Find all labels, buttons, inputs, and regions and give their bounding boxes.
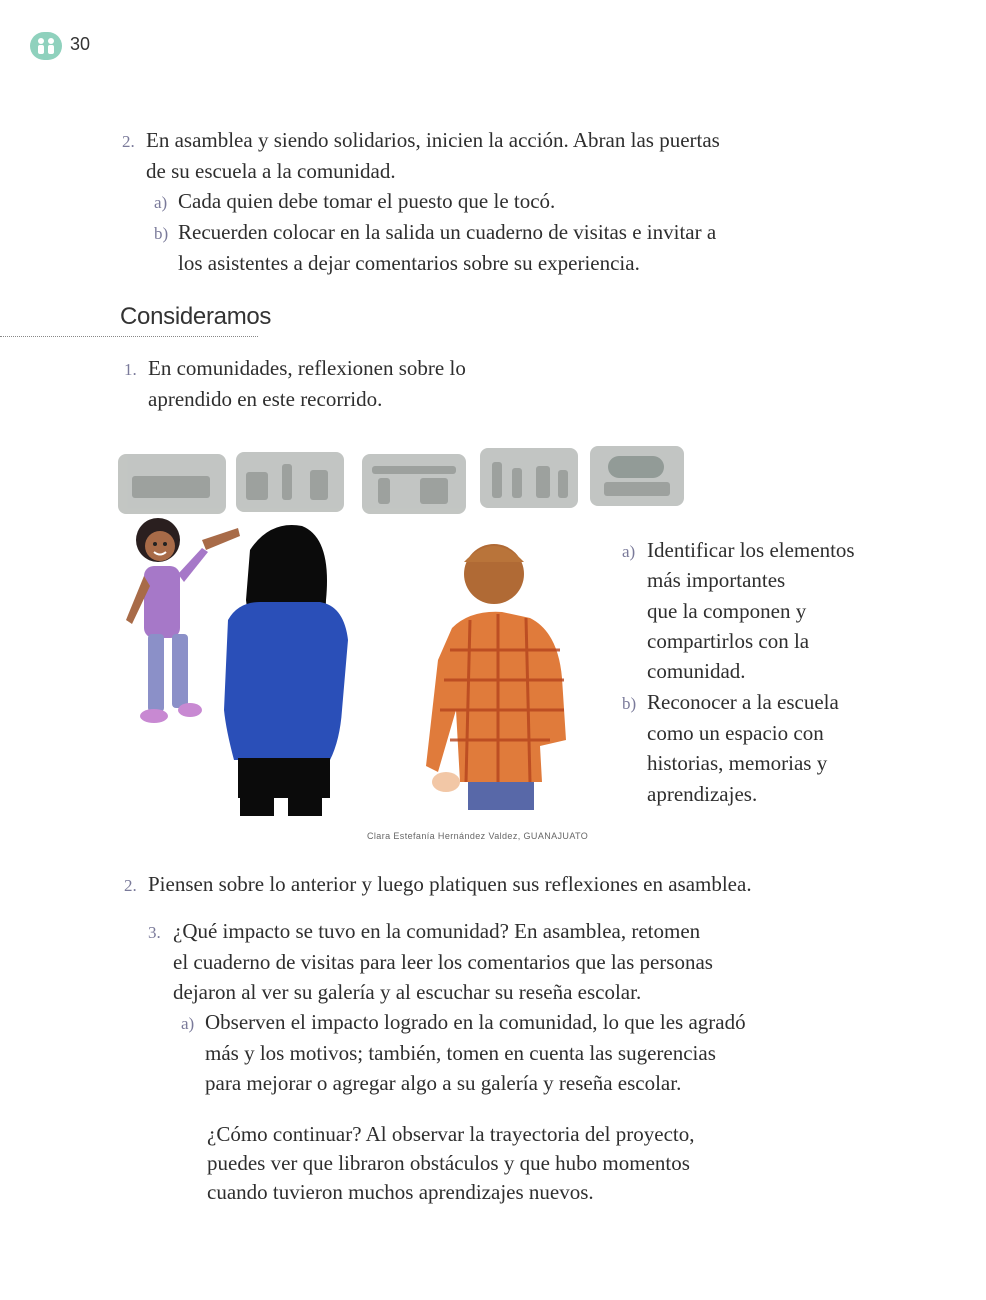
step-text-line: En asamblea y siendo solidarios, inicien la acción. Abran las puertas xyxy=(146,128,720,152)
list-item-text: historias, memorias y xyxy=(647,751,828,775)
item-text-line: el cuaderno de visitas para leer los comentarios que las personas xyxy=(173,950,713,974)
list-letter: a) xyxy=(154,193,168,212)
list-item-text: comunidad. xyxy=(647,659,746,683)
section-divider xyxy=(0,336,258,337)
section-heading: Consideramos xyxy=(120,303,272,330)
list-item-text: aprendizajes. xyxy=(647,782,758,806)
list-item-text: Cada quien debe tomar el puesto que le tocó. xyxy=(178,189,556,213)
item-number: 1. xyxy=(124,360,137,379)
list-item-text: los asistentes a dejar comentarios sobre su experiencia. xyxy=(178,251,640,275)
closing-text-line: ¿Cómo continuar? Al observar la trayectoria del proyecto, xyxy=(207,1122,695,1146)
list-item-text: compartirlos con la xyxy=(647,629,810,653)
list-letter: a) xyxy=(622,542,636,561)
gallery-photo xyxy=(118,454,226,514)
gallery-photo xyxy=(480,448,578,508)
list-item-text: Recuerden colocar en la salida un cuaderno de visitas e invitar a xyxy=(178,220,717,244)
item-text-line: dejaron al ver su galería y al escuchar su reseña escolar. xyxy=(173,980,642,1004)
item-text-line: Piensen sobre lo anterior y luego platiquen sus reflexiones en asamblea. xyxy=(148,872,752,896)
page-logo-icon xyxy=(30,32,62,60)
list-letter: b) xyxy=(154,224,169,243)
item-text-line: aprendido en este recorrido. xyxy=(148,387,383,411)
item-number: 3. xyxy=(148,923,161,942)
list-item-text: como un espacio con xyxy=(647,721,824,745)
woman-figure xyxy=(224,525,348,816)
page-number: 30 xyxy=(70,34,91,54)
step-text-line: de su escuela a la comunidad. xyxy=(146,159,396,183)
visitors-illustration xyxy=(110,510,600,830)
item-text-line: En comunidades, reflexionen sobre lo xyxy=(148,356,466,380)
item-text-line: ¿Qué impacto se tuvo en la comunidad? En asamblea, retomen xyxy=(173,919,701,943)
list-item-text: Reconocer a la escuela xyxy=(647,690,839,714)
step-number: 2. xyxy=(122,132,135,151)
list-item-text: más y los motivos; también, tomen en cuenta las sugerencias xyxy=(205,1041,716,1065)
list-letter: a) xyxy=(181,1014,195,1033)
closing-text-line: cuando tuvieron muchos aprendizajes nuevos. xyxy=(207,1180,594,1204)
list-item-text: que la componen y xyxy=(647,599,807,623)
gallery-photos-strip xyxy=(118,446,688,512)
man-figure xyxy=(426,544,566,810)
list-item-text: Identificar los elementos xyxy=(647,538,855,562)
illustration-credit: Clara Estefanía Hernández Valdez, GUANAJUATO xyxy=(367,831,589,841)
child-figure xyxy=(126,518,240,723)
list-letter: b) xyxy=(622,694,637,713)
gallery-photo xyxy=(236,452,344,512)
list-item-text: Observen el impacto logrado en la comunidad, lo que les agradó xyxy=(205,1010,746,1034)
list-item-text: más importantes xyxy=(647,568,786,592)
item-number: 2. xyxy=(124,876,137,895)
gallery-photo xyxy=(590,446,684,506)
list-item-text: para mejorar o agregar algo a su galería y reseña escolar. xyxy=(205,1071,682,1095)
closing-text-line: puedes ver que libraron obstáculos y que hubo momentos xyxy=(207,1151,690,1175)
gallery-photo xyxy=(362,454,466,514)
